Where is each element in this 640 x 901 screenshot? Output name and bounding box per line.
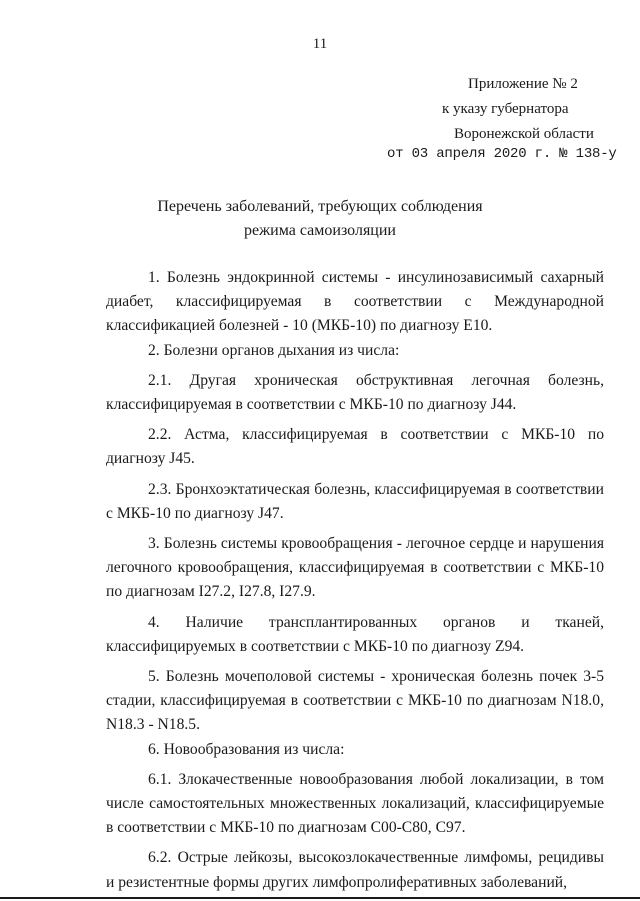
list-item: 5. Болезнь мочеполовой системы - хроническая болезнь почек 3-5 стадии, классифицируемая в соответствии с МКБ-10 по диагнозам N18.0, N18.3 - N18.5. (106, 668, 604, 734)
disease-list (106, 266, 604, 895)
list-item: 2.2. Астма, классифицируемая в соответствии с МКБ-10 по диагнозу J45. (106, 426, 604, 468)
list-item: 6. Новообразования из числа: (148, 740, 345, 758)
appendix-decree: к указу губернатора (442, 101, 569, 117)
list-item: 2.1. Другая хроническая обструктивная легочная болезнь, классифицируемая в соответствии с МКБ-10 по диагнозу J44. (106, 371, 604, 414)
list-item: 6.2. Острые лейкозы, высокозлокачественные лимфомы, рецидивы и резистентные формы других лимфопролиферативных заболеваний, (106, 849, 604, 891)
list-item: 2. Болезни органов дыхания из числа: (148, 341, 400, 359)
list-item: 1. Болезнь эндокринной системы - инсулинозависимый сахарный диабет, классифицируемая в соответствии с Международной классификацией болезней - 10 (МКБ-10) по диагнозу E10. (106, 269, 604, 335)
list-item: 3. Болезнь системы кровообращения - легочное сердце и нарушения легочного кровообращения, классифицируемая в соответствии с МКБ-10 по диагнозам I27.2, I27.8, I27.9. (106, 535, 604, 601)
list-item: 4. Наличие трансплантированных органов и тканей, классифицируемых в соответствии с МКБ-10 по диагнозу Z94. (106, 613, 604, 655)
appendix-region: Воронежской области (454, 126, 594, 142)
appendix-label: Приложение № 2 (468, 76, 578, 92)
appendix-date-number: от 03 апреля 2020 г. № 138-у (387, 146, 617, 162)
document-title: Перечень заболеваний, требующих соблюдения (157, 198, 483, 215)
scan-edge-divider (0, 897, 640, 899)
list-item: 2.3. Бронхоэктатическая болезнь, классифицируемая в соответствии с МКБ-10 по диагнозу J47. (106, 480, 604, 522)
list-item: 6.1. Злокачественные новообразования любой локализации, в том числе самостоятельных множественных локализаций, классифицируемые в соответствии с МКБ-10 по диагнозам C00-C80, C97. (106, 770, 604, 837)
document-subtitle: режима самоизоляции (244, 222, 396, 239)
page-number: 11 (312, 36, 328, 52)
